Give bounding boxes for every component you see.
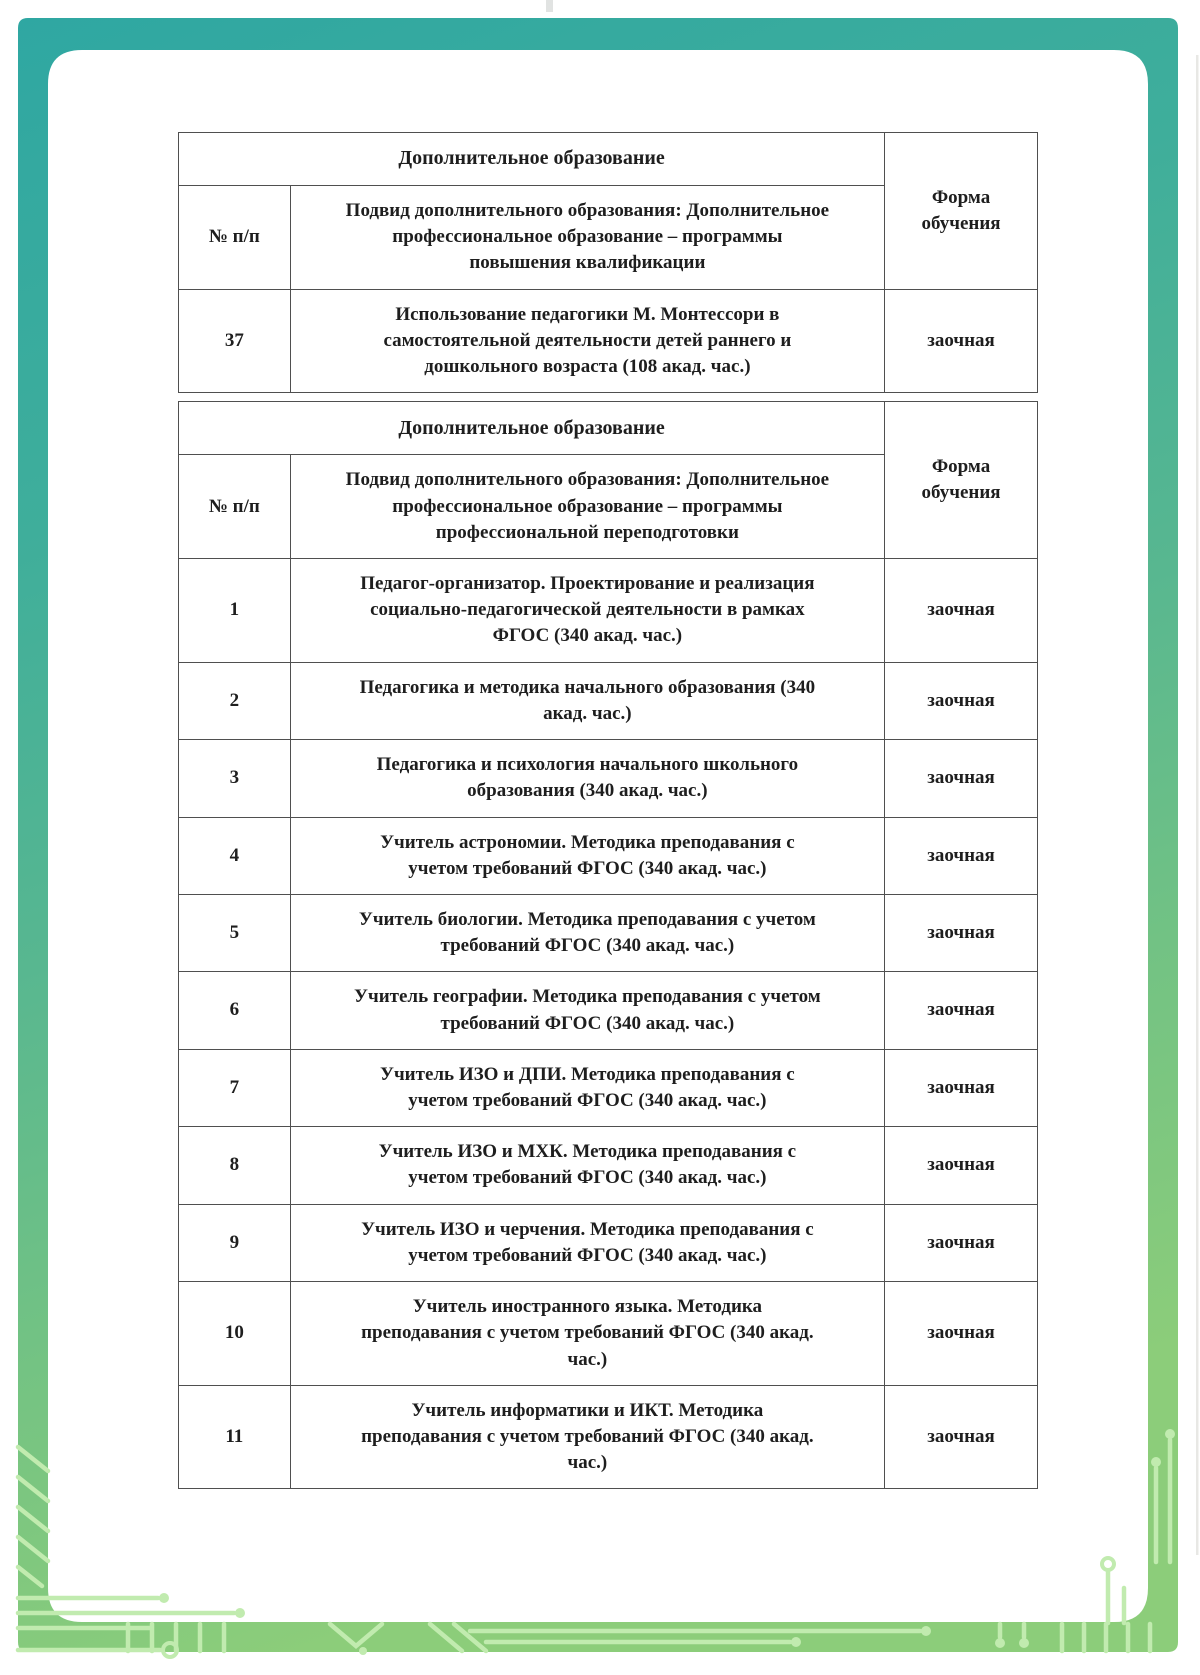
table-title-row [179, 402, 1038, 455]
col-header-num: № п/п [179, 186, 291, 290]
study-form: заочная [885, 1049, 1038, 1126]
study-form: заочная [885, 740, 1038, 817]
col-header-form: Форма обучения [885, 133, 1038, 290]
study-form: заочная [885, 1127, 1038, 1204]
row-number: 8 [179, 1127, 291, 1204]
program-name: Учитель биологии. Методика преподавания с учетом требований ФГОС (340 акад. час.) [290, 894, 884, 971]
table-body [179, 133, 1038, 393]
table-title: Дополнительное образование [179, 402, 885, 455]
row-number: 9 [179, 1204, 291, 1281]
row-number: 11 [179, 1385, 291, 1489]
scan-edge-artifact [1196, 55, 1199, 1555]
study-form: заочная [885, 1204, 1038, 1281]
study-form: заочная [885, 894, 1038, 971]
program-name: Учитель географии. Методика преподавания с учетом требований ФГОС (340 акад. час.) [290, 972, 884, 1049]
program-name: Учитель астрономии. Методика преподавания с учетом требований ФГОС (340 акад. час.) [290, 817, 884, 894]
table-row [179, 1282, 1038, 1386]
study-form: заочная [885, 662, 1038, 739]
program-name: Педагог-организатор. Проектирование и реализация социально-педагогической деятельности в рамках ФГОС (340 акад. час.) [290, 558, 884, 662]
program-name: Учитель ИЗО и МХК. Методика преподавания с учетом требований ФГОС (340 акад. час.) [290, 1127, 884, 1204]
tables-container [178, 132, 1038, 1489]
table-body [179, 402, 1038, 1489]
table-row [179, 1127, 1038, 1204]
programs-table [178, 401, 1038, 1489]
table-row [179, 740, 1038, 817]
program-name: Использование педагогики М. Монтессори в самостоятельной деятельности детей раннего и дошкольного возраста (108 акад. час.) [290, 289, 884, 393]
row-number: 2 [179, 662, 291, 739]
table-row [179, 972, 1038, 1049]
row-number: 6 [179, 972, 291, 1049]
col-header-num: № п/п [179, 455, 291, 559]
program-name: Учитель ИЗО и черчения. Методика преподавания с учетом требований ФГОС (340 акад. час.) [290, 1204, 884, 1281]
table-row [179, 289, 1038, 393]
program-name: Учитель иностранного языка. Методика преподавания с учетом требований ФГОС (340 акад. час.) [290, 1282, 884, 1386]
study-form: заочная [885, 1282, 1038, 1386]
col-header-program: Подвид дополнительного образования: Дополнительное профессиональное образование – программы повышения квалификации [290, 186, 884, 290]
study-form: заочная [885, 558, 1038, 662]
table-title: Дополнительное образование [179, 133, 885, 186]
program-name: Педагогика и психология начального школьного образования (340 акад. час.) [290, 740, 884, 817]
program-name: Педагогика и методика начального образования (340 акад. час.) [290, 662, 884, 739]
table-row [179, 558, 1038, 662]
row-number: 37 [179, 289, 291, 393]
row-number: 5 [179, 894, 291, 971]
row-number: 7 [179, 1049, 291, 1126]
table-row [179, 894, 1038, 971]
study-form: заочная [885, 289, 1038, 393]
study-form: заочная [885, 1385, 1038, 1489]
table-row [179, 1385, 1038, 1489]
row-number: 3 [179, 740, 291, 817]
col-header-program: Подвид дополнительного образования: Дополнительное профессиональное образование – программы профессиональной переподготовки [290, 455, 884, 559]
program-name: Учитель ИЗО и ДПИ. Методика преподавания с учетом требований ФГОС (340 акад. час.) [290, 1049, 884, 1126]
table-row [179, 817, 1038, 894]
study-form: заочная [885, 817, 1038, 894]
table-row [179, 662, 1038, 739]
program-name: Учитель информатики и ИКТ. Методика преподавания с учетом требований ФГОС (340 акад. час.) [290, 1385, 884, 1489]
row-number: 10 [179, 1282, 291, 1386]
table-row [179, 1049, 1038, 1126]
scan-top-artifact [546, 0, 553, 12]
study-form: заочная [885, 972, 1038, 1049]
row-number: 1 [179, 558, 291, 662]
col-header-form: Форма обучения [885, 402, 1038, 559]
row-number: 4 [179, 817, 291, 894]
table-row [179, 1204, 1038, 1281]
programs-table [178, 132, 1038, 393]
table-title-row [179, 133, 1038, 186]
